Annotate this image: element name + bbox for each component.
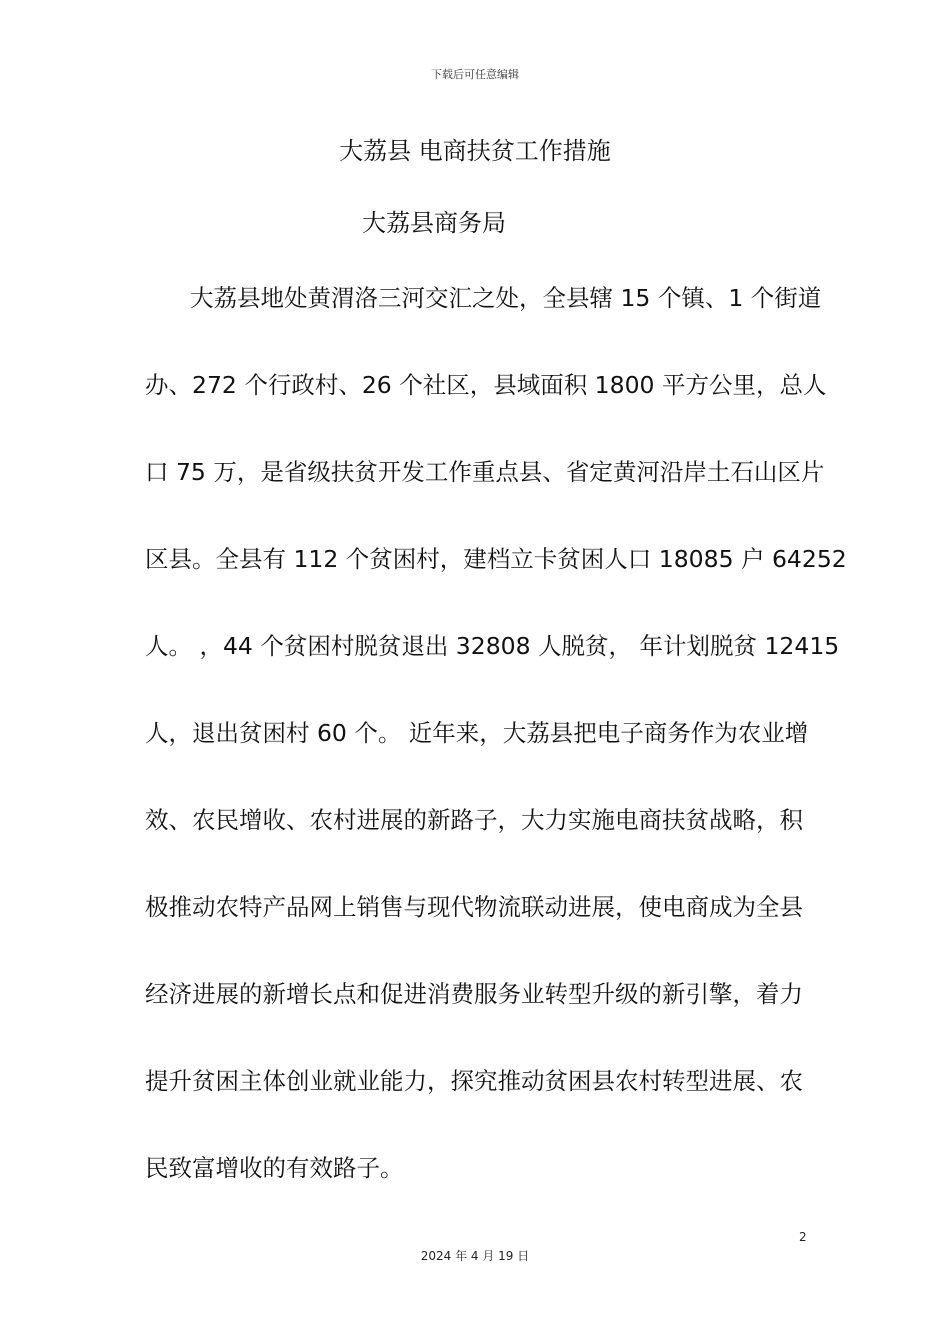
body-line: 民致富增收的有效路子。 xyxy=(145,1154,404,1182)
document-title: 大荔县 电商扶贫工作措施 xyxy=(339,137,611,165)
body-line: 区县。全县有 112 个贫困村，建档立卡贫困人口 18085 户 64252 xyxy=(145,545,847,573)
body-line: 效、农民增收、农村进展的新路子，大力实施电商扶贫战略，积 xyxy=(145,806,803,834)
body-line: 提升贫困主体创业就业能力，探究推动贫困县农村转型进展、农 xyxy=(145,1067,803,1095)
body-line: 口 75 万，是省级扶贫开发工作重点县、省定黄河沿岸土石山区片 xyxy=(145,458,825,486)
body-paragraph xyxy=(145,278,847,1235)
body-line: 大荔县地处黄渭洛三河交汇之处，全县辖 15 个镇、1 个街道 xyxy=(190,284,822,312)
body-line: 人，退出贫困村 60 个。 近年来，大荔县把电子商务作为农业增 xyxy=(145,719,809,747)
body-line: 办、272 个行政村、26 个社区，县域面积 1800 平方公里，总人 xyxy=(145,371,827,399)
body-line: 极推动农特产品网上销售与现代物流联动进展，使电商成为全县 xyxy=(145,893,803,921)
page-number: 2 xyxy=(799,1230,807,1244)
footer-date: 2024 年 4 月 19 日 xyxy=(420,1249,530,1263)
body-line: 人。 ，44 个贫困村脱贫退出 32808 人脱贫， 年计划脱贫 12415 xyxy=(145,632,840,660)
document-organization: 大荔县商务局 xyxy=(362,209,506,237)
header-note: 下载后可任意编辑 xyxy=(431,68,519,81)
body-line: 经济进展的新增长点和促进消费服务业转型升级的新引擎，着力 xyxy=(145,980,803,1008)
